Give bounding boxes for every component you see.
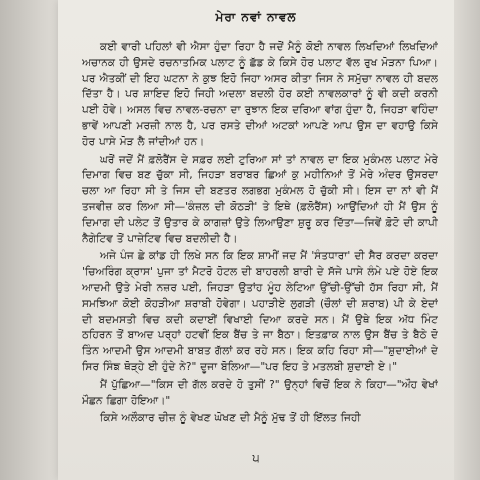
paragraph-2: ਘਰੋਂ ਜਦੋਂ ਮੈਂ ਫ਼ਲੋਰੈਂਸ ਦੇ ਸਫ਼ਰ ਲਈ ਟੁਰਿਆ ਸਾਂ ਤਾਂ ਨਾਵਲ ਦਾ ਇਕ ਮੁਕੰਮਲ ਪਲਾਟ ਮੇਰੇ ਦਿਮਾਗ ਵਿਚ ਬਣ ਚੁੱਕਾ ਸੀ, ਜਿਹੜਾ ਬਰਾਬਰ ਛਿਆਂ ਕੁ ਮਹੀਨਿਆਂ ਤੋਂ ਮੇਰੇ ਅੰਦਰ ਉਸਰਦਾ ਚਲਾ ਆ ਰਿਹਾ ਸੀ ਤੇ ਜਿਸ ਦੀ ਬਣਤਰ ਲਗਭਗ ਮੁਕੰਮਲ ਹੋ ਚੁੱਕੀ ਸੀ। ਇਸ ਦਾ ਨਾਂ ਵੀ ਮੈਂ ਤਜਵੀਜ਼ ਕਰ ਲਿਆ ਸੀ—'ਕੰਜ਼ਲ ਦੀ ਕੋਠੜੀ' ਤੇ ਇਥੇ (ਫ਼ਲੋਰੈਂਸ) ਆਉਂਦਿਆਂ ਹੀ ਮੈਂ ਉਸ ਨੂੰ ਦਿਮਾਗ ਦੀ ਪਲੇਟ ਤੋਂ ਉਤਾਰ ਕੇ ਕਾਗਜ਼ਾਂ ਉਤੇ ਲਿਆਉਣਾ ਸ਼ੁਰੂ ਕਰ ਦਿੱਤਾ—ਜਿਵੇਂ ਫ਼ੋਟੋ ਦੀ ਕਾਪੀ ਨੈਗੇਟਿਵ ਤੋਂ ਪਾਜ਼ੇਟਿਵ ਵਿਚ ਬਦਲੀਦੀ ਹੈ। [82, 153, 438, 245]
page-edge [454, 0, 480, 480]
paragraph-1: ਕਈ ਵਾਰੀ ਪਹਿਲਾਂ ਵੀ ਐਸਾ ਹੁੰਦਾ ਰਿਹਾ ਹੈ ਜਦੋਂ ਮੈਨੂੰ ਕੋਈ ਨਾਵਲ ਲਿਖਦਿਆਂ ਲਿਖਦਿਆਂ ਅਚਾਨਕ ਹੀ ਉਸਦੇ ਰਚਨਾਤਮਿਕ ਪਲਾਟ ਨੂੰ ਛੱਡ ਕੇ ਕਿਸੇ ਹੋਰ ਪਲਾਟ ਵੱਲ ਰੁਖ ਮੋੜਨਾ ਪਿਆ। ਪਰ ਐਤਕੀਂ ਦੀ ਇਹ ਘਟਨਾ ਨੇ ਕੁਝ ਇਹੋ ਜਿਹਾ ਅਸਰ ਕੀਤਾ ਜਿਸ ਨੇ ਸਮੁੱਚਾ ਨਾਵਲ ਹੀ ਬਦਲ ਦਿੱਤਾ ਹੈ। ਪਰ ਸ਼ਾਇਦ ਇਹੋ ਜਿਹੀ ਅਦਲਾ ਬਦਲੀ ਹੋਰ ਕਈ ਨਾਵਲਕਾਰਾਂ ਨੂੰ ਵੀ ਕਦੀ ਕਰਨੀ ਪਈ ਹੋਵੇ। ਅਸਲ ਵਿਚ ਨਾਵਲ-ਰਚਨਾ ਦਾ ਰੁਝਾਨ ਇਕ ਦਰਿਆ ਵਾਂਗ ਹੁੰਦਾ ਹੈ, ਜਿਹੜਾ ਵਹਿੰਦਾ ਭਾਵੇਂ ਆਪਣੀ ਮਰਜ਼ੀ ਨਾਲ ਹੈ, ਪਰ ਰਸਤੇ ਦੀਆਂ ਅਟਕਾਂ ਆਪਣੇ ਆਪ ਉਸ ਦਾ ਵਹਾਉ ਕਿਸੇ ਹੋਰ ਪਾਸੇ ਮੋੜ ਲੈ ਜਾਂਦੀਆਂ ਹਨ। [82, 41, 438, 148]
paragraph-4: ਮੈਂ ਪੁੱਛਿਆ—"ਕਿਸ ਦੀ ਗੱਲ ਕਰਦੇ ਹੋ ਤੁਸੀਂ ?" ਉਨ੍ਹਾਂ ਵਿਚੋਂ ਇਕ ਨੇ ਕਿਹਾ—"ਔਹ ਵੇਖਾਂ ਮੌਛਨ ਛਿਗਾ ਹੋਇਆ।" [82, 378, 438, 407]
page-number: ੫ [252, 451, 260, 465]
book-spine [0, 0, 58, 480]
page-header: ਮੇਰਾ ਨਵਾਂ ਨਾਵਲ [215, 10, 297, 24]
paragraph-3: ਅਜੇ ਪੰਜ ਛੇ ਕਾਂਡ ਹੀ ਲਿਖੇ ਸਨ ਕਿ ਇਕ ਸ਼ਾਮੀਂ ਜਦ ਮੈਂ 'ਸੰਤਧਾਰਾ' ਦੀ ਸੈਰ ਕਰਦਾ ਕਰਦਾ 'ਚਿਅਰਿੰਗ ਕ੍ਰਾਸ' ਪੁਜਾ ਤਾਂ ਮੈਟਰੋ ਹੋਟਲ ਦੀ ਬਾਹਰਲੀ ਬਾਰੀ ਦੇ ਸੱਜੇ ਪਾਸੇ ਲੰਮੇ ਪਏ ਹੋਏ ਇਕ ਆਦਮੀ ਉਤੇ ਮੇਰੀ ਨਜ਼ਰ ਪਈ, ਜਿਹੜਾ ਉਤਾਂਹ ਮੂੰਹ ਲੇਟਿਆ ਉੱਚੀ-ਉੱਚੀ ਹੱਸ ਰਿਹਾ ਸੀ, ਮੈਂ ਸਮਝਿਆ ਕੋਈ ਕੋਹੜੀਆ ਸ਼ਰਾਬੀ ਹੋਵੇਗਾ। ਪਹਾੜੀਏ ਲੁਗੜੀ (ਚੌਲਾਂ ਦੀ ਸ਼ਰਾਬ) ਪੀ ਕੇ ਏਦਾਂ ਦੀ ਬਦਮਸਤੀ ਵਿਚ ਕਦੀ ਕਦਾਈਂ ਵਿਖਾਈ ਦਿਆ ਕਰਦੇ ਸਨ। ਮੈਂ ਉਥੇ ਇਕ ਅੱਧ ਮਿੰਟ ਠਹਿਰਨ ਤੋਂ ਬਾਅਦ ਪਰ੍ਹਾਂ ਹਟਵੀਂ ਇਕ ਬੈਂਚ ਤੇ ਜਾ ਬੈਠਾ। ਇਤਫ਼ਾਕ ਨਾਲ ਉਸ ਬੈਂਚ ਤੇ ਬੈਠੇ ਦੋ ਤਿੰਨ ਆਦਮੀ ਉਸ ਆਦਮੀ ਬਾਬਤ ਗੱਲਾਂ ਕਰ ਰਹੇ ਸਨ। ਇਕ ਕਹਿ ਰਿਹਾ ਸੀ—"ਸ਼ੁਦਾਈਆਂ ਦੇ ਸਿਰ ਸਿੰਙ ਥੋੜ੍ਹੇ ਈ ਹੁੰਦੇ ਨੇ?" ਦੂਜਾ ਬੋਲਿਆ—"ਪਰ ਇਹ ਤੇ ਮਤਲਬੀ ਸ਼ੁਦਾਈ ਏ।" [82, 250, 438, 373]
paragraph-5: ਕਿਸੇ ਅਲੌਕਾਰ ਚੀਜ਼ ਨੂੰ ਵੇਖਣ ਘੋਖਣ ਦੀ ਮੈਨੂੰ ਮੁੱਢ ਤੋਂ ਹੀ ਇੱਲਤ ਜਿਹੀ [100, 412, 361, 425]
page-body [82, 40, 438, 436]
book-page [58, 0, 454, 480]
